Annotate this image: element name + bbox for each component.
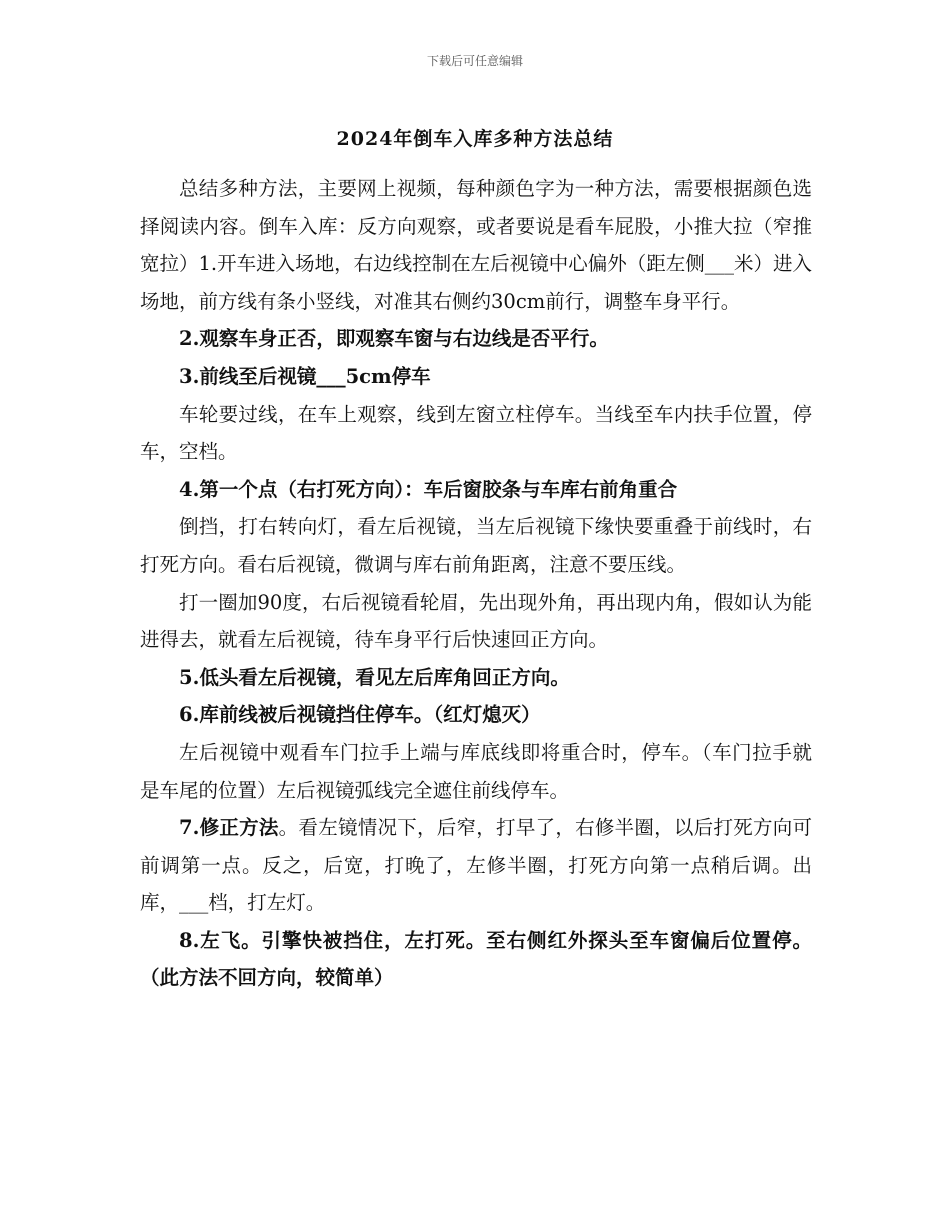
step-7-lead: 7.修正方法	[179, 816, 279, 840]
document-body	[140, 170, 812, 997]
paragraph-step-5: 5.低头看左后视镜，看见左后库角回正方向。	[179, 665, 570, 689]
paragraph-step-4-turn: 打一圈加90度，右后视镜看轮眉，先出现外角，再出现内角，假如认为能进得去，就看左后视镜，待车身平行后快速回正方向。	[140, 590, 812, 652]
paragraph-intro: 总结多种方法，主要网上视频，每种颜色字为一种方法，需要根据颜色选择阅读内容。倒车入库：反方向观察，或者要说是看车屁股，小推大拉（窄推宽拉）1.开车进入场地，右边线控制在左后视镜中心偏外（距左侧___米）进入场地，前方线有条小竖线，对准其右侧约30cm前行，调整车身平行。	[140, 177, 812, 313]
paragraph-step-3: 3.前线至后视镜___5cm停车	[179, 364, 431, 388]
paragraph-step-4: 4.第一个点（右打死方向）：车后窗胶条与车库右前角重合	[179, 477, 678, 501]
paragraph-step-6-detail: 左后视镜中观看车门拉手上端与库底线即将重合时，停车。（车门拉手就是车尾的位置）左后视镜弧线完全遮住前线停车。	[140, 740, 812, 802]
page-header: 下载后可任意编辑	[426, 54, 523, 68]
paragraph-step-6: 6.库前线被后视镜挡住停车。（红灯熄灭）	[179, 703, 541, 727]
step-7-text: 。看左镜情况下，后窄，打早了，右修半圈，以后打死方向可前调第一点。反之，后宽，打晚了，左修半圈，打死方向第一点稍后调。出库，___档，打左灯。	[140, 816, 812, 915]
paragraph-step-4-detail: 倒挡，打右转向灯，看左后视镜，当左后视镜下缘快要重叠于前线时，右打死方向。看右后视镜，微调与库右前角距离，注意不要压线。	[140, 515, 812, 576]
document-title: 2024年倒车入库多种方法总结	[336, 128, 614, 150]
paragraph-step-3-detail: 车轮要过线，在车上观察，线到左窗立柱停车。当线至车内扶手位置，停车，空档。	[140, 402, 812, 464]
paragraph-step-7	[140, 809, 812, 922]
paragraph-step-8: 8.左飞。引擎快被挡住，左打死。至右侧红外探头至车窗偏后位置停。（此方法不回方向，较简单）	[140, 928, 812, 990]
paragraph-step-2: 2.观察车身正否，即观察车窗与右边线是否平行。	[179, 327, 609, 351]
